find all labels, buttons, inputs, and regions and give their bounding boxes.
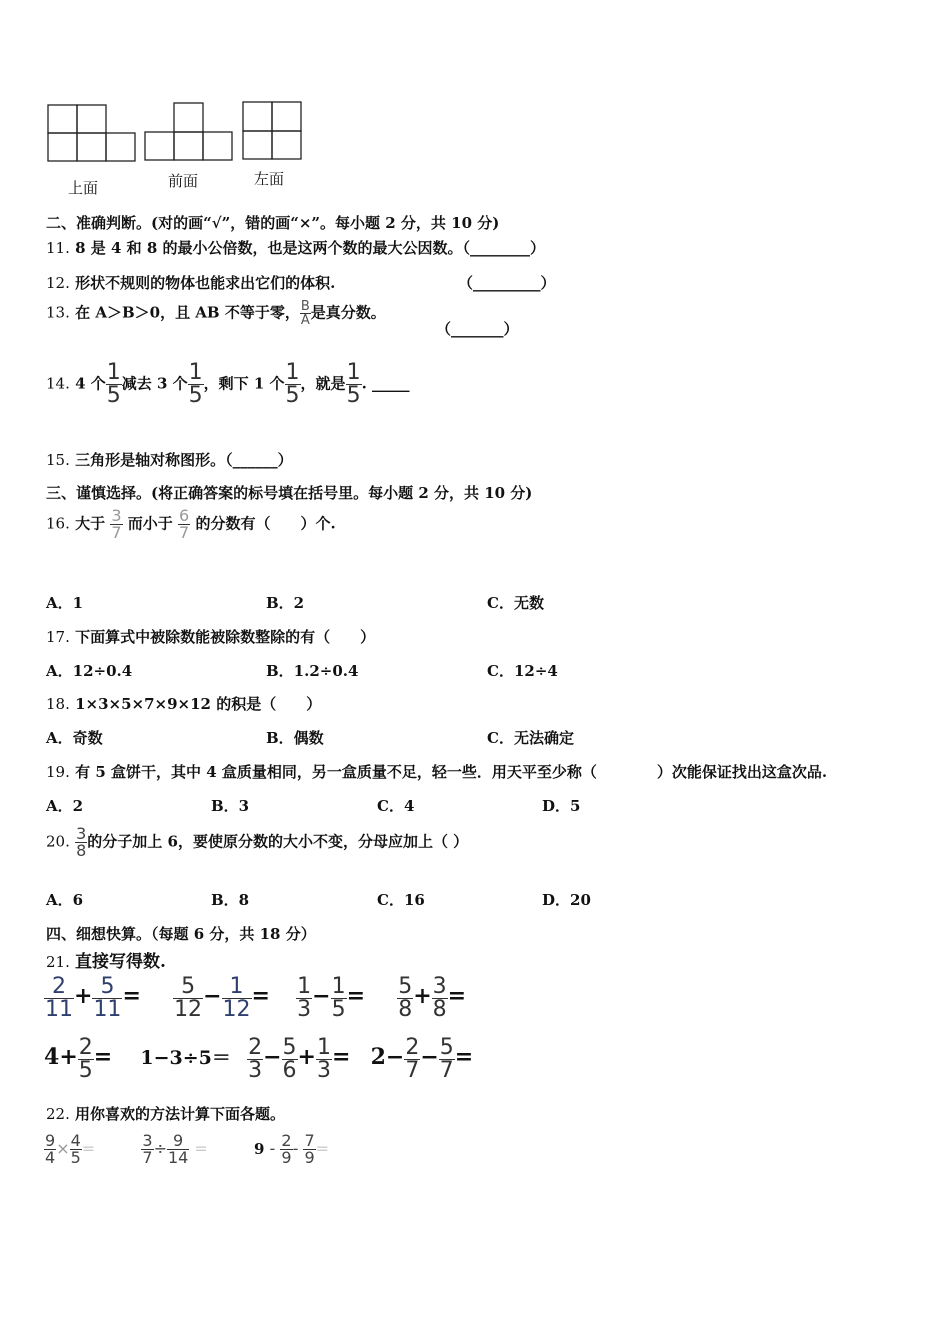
q20-option-d: D．20: [542, 891, 591, 909]
calc-8-fraction-b: $\frac{5}{7}$: [439, 1035, 454, 1083]
calc-8-integer: 2: [370, 1044, 386, 1070]
calc-3-fraction-a: $\frac{1}{3}$: [297, 974, 312, 1022]
q21-number: 21.: [46, 953, 70, 971]
calc-11-minus-2: -: [292, 1139, 299, 1158]
q14-fraction-1: $\frac{1}{5}$: [106, 360, 121, 408]
q20-option-a: A．6: [46, 891, 84, 909]
calc-1-equals: =: [122, 983, 141, 1009]
q15-text: 三角形是轴对称图形。（______）: [75, 451, 293, 469]
q12-blank: （_________）: [458, 274, 556, 292]
q14-part3: ，剩下 1 个: [203, 374, 285, 393]
q19-option-b: B．3: [211, 797, 250, 815]
calc-3-fraction-b: $\frac{1}{5}$: [331, 974, 346, 1022]
q11-text: 8 是 4 和 8 的最小公倍数，也是这两个数的最大公因数。（________）: [75, 239, 546, 257]
q14-part1: 4 个: [75, 374, 106, 393]
q20-text: 的分子加上 6，要使原分数的大小不变，分母应加上（ ）: [87, 832, 469, 851]
q12-number: 12.: [46, 274, 70, 292]
calc-8-minus-2: −: [420, 1044, 439, 1070]
q15-number: 15.: [46, 451, 70, 469]
calc-7-plus: +: [297, 1044, 316, 1070]
q21-row-2: [44, 1037, 473, 1082]
q14-fraction-3: $\frac{1}{5}$: [285, 360, 300, 408]
calc-11-integer: 9: [254, 1140, 265, 1158]
q16-part1: 大于: [75, 514, 106, 533]
q14-fraction-2: $\frac{1}{5}$: [188, 360, 203, 408]
calc-11-equals: =: [315, 1139, 330, 1158]
q20-number: 20.: [46, 832, 70, 851]
calc-8-minus-1: −: [385, 1044, 405, 1070]
calc-10-divide: ÷: [153, 1139, 167, 1158]
calc-5-fraction: $\frac{2}{5}$: [78, 1035, 93, 1083]
q19-option-c: C．4: [377, 797, 415, 815]
calc-7-equals: =: [331, 1044, 351, 1070]
question-22: [46, 1103, 285, 1124]
calc-6-expression: 1−3÷5＝: [140, 1047, 231, 1069]
calc-4-fraction-a: $\frac{5}{8}$: [398, 974, 413, 1022]
q18-option-a: A．奇数: [46, 729, 103, 747]
calc-4-fraction-b: $\frac{3}{8}$: [432, 974, 447, 1022]
q17-option-c: C．12÷4: [487, 662, 558, 680]
calc-7-minus: −: [263, 1044, 282, 1070]
q22-text: 用你喜欢的方法计算下面各题。: [74, 1105, 285, 1123]
q16-option-a: A．1: [46, 594, 84, 612]
question-16: [46, 508, 336, 541]
calc-7-fraction-b: $\frac{5}{6}$: [282, 1035, 297, 1083]
left-view-shape: [243, 102, 301, 159]
question-13: [46, 300, 386, 327]
calc-1-fraction-a: $\frac{2}{11}$: [45, 974, 73, 1022]
q18-option-c: C．无法确定: [487, 729, 574, 747]
q16-option-b: B．2: [266, 594, 305, 612]
calc-5-plus: +: [59, 1044, 78, 1070]
q17-option-a: A．12÷0.4: [46, 662, 133, 680]
q20-fraction: $\frac{3}{8}$: [76, 824, 87, 860]
q18-number: 18.: [46, 695, 70, 713]
calc-2-fraction-a: $\frac{5}{12}$: [174, 974, 203, 1022]
calc-10-fraction-b: $\frac{9}{14}$: [167, 1131, 189, 1167]
q22-row: [44, 1133, 329, 1166]
question-11: [46, 237, 545, 258]
q14-blank: _____: [372, 374, 410, 393]
calc-1-plus: +: [74, 983, 93, 1009]
q16-part2: 而小于: [127, 514, 173, 533]
q19-text: 有 5 盒饼干，其中 4 盒质量相同，另一盒质量不足，轻一些．用天平至少称（ ）次能保证找出这盒次品.: [75, 763, 828, 781]
calc-11-fraction-a: $\frac{2}{9}$: [281, 1131, 292, 1167]
q19-option-a: A．2: [46, 797, 84, 815]
question-17: [46, 626, 375, 647]
calc-2-minus: −: [203, 983, 222, 1009]
front-view-label: 前面: [168, 172, 199, 190]
q17-option-b: B．1.2÷0.4: [266, 662, 359, 680]
top-view-shape: [48, 105, 135, 161]
q13-blank: （_______）: [436, 320, 519, 338]
left-view-label: 左面: [254, 170, 285, 188]
calc-7-fraction-c: $\frac{1}{3}$: [316, 1035, 331, 1083]
calc-8-equals: =: [454, 1044, 474, 1070]
question-15: [46, 449, 293, 470]
q11-number: 11.: [46, 239, 70, 257]
section4-title: 四、细想快算。（每题 6 分，共 18 分）: [46, 925, 316, 943]
q14-part2: 减去 3 个: [121, 374, 188, 393]
q12-text: 形状不规则的物体也能求出它们的体积.: [75, 274, 336, 292]
calc-1-fraction-b: $\frac{5}{11}$: [93, 974, 122, 1022]
q17-text: 下面算式中被除数能被除数整除的有（ ）: [75, 628, 376, 646]
calc-3-equals: =: [346, 983, 365, 1009]
question-21: [46, 947, 166, 972]
calc-5-equals: =: [93, 1044, 113, 1070]
q20-option-b: B．8: [211, 891, 250, 909]
q14-number: 14.: [46, 374, 70, 393]
q18-text: 1×3×5×7×9×12 的积是（ ）: [75, 695, 322, 713]
calc-11-fraction-b: $\frac{7}{9}$: [304, 1131, 315, 1167]
calc-10-equals: =: [194, 1139, 208, 1158]
q17-number: 17.: [46, 628, 70, 646]
q16-fraction-2: $\frac{6}{7}$: [179, 506, 190, 542]
calc-7-fraction-a: $\frac{2}{3}$: [248, 1035, 263, 1083]
q13-number: 13.: [46, 303, 70, 322]
calc-11-minus-1: -: [269, 1139, 276, 1158]
q14-part5: .: [361, 374, 367, 393]
question-14: [46, 362, 410, 407]
front-view-shape: [145, 103, 232, 160]
question-12: [46, 272, 335, 293]
calc-8-fraction-a: $\frac{2}{7}$: [405, 1035, 420, 1083]
question-19: [46, 761, 827, 782]
q21-row-1: [44, 976, 466, 1021]
question-20: [46, 826, 468, 859]
q14-part4: ，就是: [300, 374, 346, 393]
q16-number: 16.: [46, 514, 70, 533]
q14-fraction-4: $\frac{1}{5}$: [346, 360, 361, 408]
calc-9-fraction-a: $\frac{9}{4}$: [45, 1131, 56, 1167]
calc-4-plus: +: [413, 983, 432, 1009]
calc-9-times: ×: [56, 1139, 70, 1158]
calc-10-fraction-a: $\frac{3}{7}$: [142, 1131, 153, 1167]
q18-option-b: B．偶数: [266, 729, 324, 747]
section3-title: 三、谨慎选择。(将正确答案的标号填在括号里。每小题 2 分，共 10 分): [46, 484, 533, 502]
q16-option-c: C．无数: [487, 594, 544, 612]
calc-3-minus: −: [312, 983, 331, 1009]
q21-text: 直接写得数.: [74, 952, 166, 972]
q19-number: 19.: [46, 763, 70, 781]
question-18: [46, 693, 321, 714]
calc-5-integer: 4: [44, 1044, 60, 1070]
q13-pre: 在 A＞B＞0，且 AB 不等于零，: [75, 303, 300, 322]
q16-part3: 的分数有（ ）个.: [195, 514, 336, 533]
section2-title: 二、准确判断。(对的画“√”，错的画“×”。每小题 2 分，共 10 分): [46, 214, 500, 232]
q20-option-c: C．16: [377, 891, 425, 909]
q19-option-d: D．5: [542, 797, 581, 815]
calc-4-equals: =: [447, 983, 467, 1009]
q22-number: 22.: [46, 1105, 70, 1123]
q13-post: 是真分数。: [310, 303, 386, 322]
q13-fraction: $\frac{B}{A}$: [300, 299, 310, 328]
calc-9-equals: =: [81, 1139, 96, 1158]
top-view-label: 上面: [68, 179, 99, 197]
calc-9-fraction-b: $\frac{4}{5}$: [70, 1131, 81, 1167]
q16-fraction-1: $\frac{3}{7}$: [111, 506, 122, 542]
calc-2-equals: =: [251, 983, 270, 1009]
calc-2-fraction-b: $\frac{1}{12}$: [222, 974, 251, 1022]
